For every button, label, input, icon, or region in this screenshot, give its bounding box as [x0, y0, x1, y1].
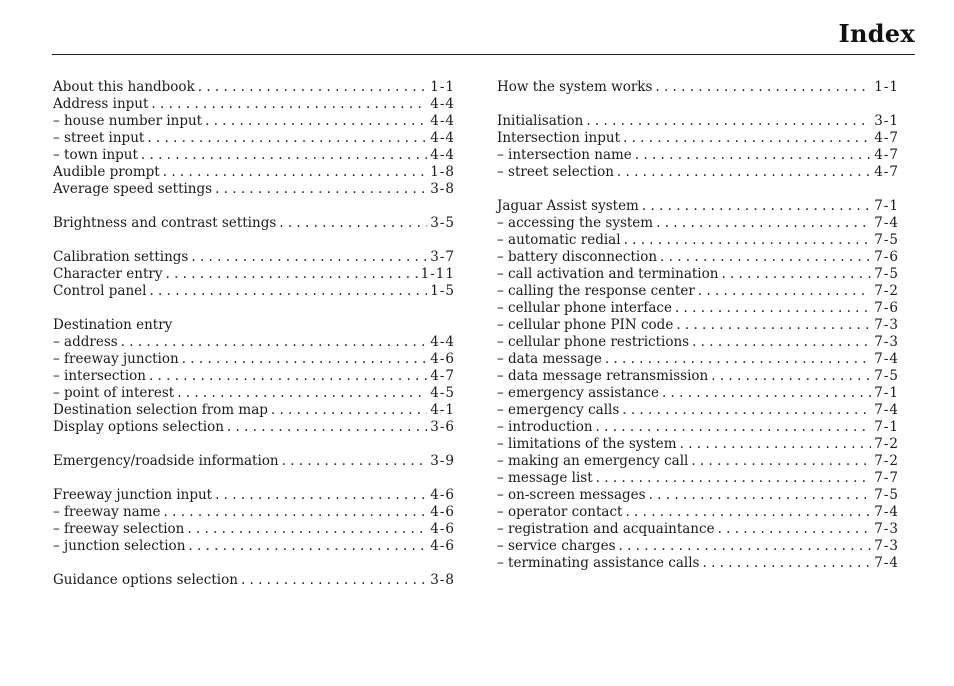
- dot-leader: [191, 249, 427, 266]
- index-entry-label: Control panel: [53, 283, 147, 299]
- dot-leader: [619, 538, 872, 555]
- index-entry-label: – house number input: [53, 113, 203, 129]
- index-entry-label: – message list: [497, 470, 593, 486]
- index-entry-page: 4-4: [430, 130, 455, 146]
- dot-leader: [649, 487, 872, 504]
- index-entry: [53, 147, 455, 164]
- index-entry-page: 4-6: [430, 351, 455, 367]
- index-entry-label: – intersection name: [497, 147, 632, 163]
- index-entry-page: 3-5: [430, 215, 455, 231]
- entry-spacer: [53, 300, 455, 317]
- index-entry: [497, 504, 899, 521]
- index-entry: [53, 402, 455, 419]
- index-entry-page: 7-2: [874, 436, 899, 452]
- dot-leader: [692, 334, 871, 351]
- index-entry: [497, 300, 899, 317]
- index-entry: [497, 113, 899, 130]
- index-entry-label: – emergency calls: [497, 402, 620, 418]
- index-entry-label: – introduction: [497, 419, 593, 435]
- page-title: Index: [838, 19, 915, 48]
- dot-leader: [622, 402, 871, 419]
- dot-leader: [586, 113, 871, 130]
- index-entry-label: Calibration settings: [53, 249, 189, 265]
- index-entry: [497, 334, 899, 351]
- index-entry-label: About this handbook: [53, 79, 195, 95]
- index-entry: [497, 232, 899, 249]
- index-entry: [497, 283, 899, 300]
- index-column-right: [497, 79, 899, 572]
- index-entry-page: 7-3: [874, 538, 899, 554]
- index-entry-label: – point of interest: [53, 385, 175, 401]
- index-entry: [53, 334, 455, 351]
- dot-leader: [279, 215, 427, 232]
- dot-leader: [147, 130, 427, 147]
- index-entry-page: 7-3: [874, 521, 899, 537]
- index-entry: [497, 385, 899, 402]
- index-entry-page: 4-6: [430, 504, 455, 520]
- dot-leader: [675, 300, 871, 317]
- index-entry-label: – cellular phone restrictions: [497, 334, 690, 350]
- index-entry-label: – freeway junction: [53, 351, 179, 367]
- index-entry-page: 7-2: [874, 283, 899, 299]
- dot-leader: [711, 368, 871, 385]
- index-entry: [53, 538, 455, 555]
- index-entry: [497, 538, 899, 555]
- index-entry-label: – limitations of the system: [497, 436, 677, 452]
- index-entry-page: 7-1: [874, 385, 899, 401]
- dot-leader: [177, 385, 427, 402]
- index-entry-label: Destination selection from map: [53, 402, 268, 418]
- dot-leader: [164, 504, 428, 521]
- dot-leader: [721, 266, 871, 283]
- index-entry-page: 4-7: [430, 368, 455, 384]
- index-entry-label: – call activation and termination: [497, 266, 719, 282]
- index-entry-page: 3-8: [430, 181, 455, 197]
- dot-leader: [642, 198, 871, 215]
- index-entry: [497, 79, 899, 96]
- index-entry-page: 3-6: [430, 419, 455, 435]
- index-entry: [497, 521, 899, 538]
- index-entry-page: 7-3: [874, 317, 899, 333]
- dot-leader: [187, 521, 427, 538]
- dot-leader: [718, 521, 872, 538]
- index-entry-label: Average speed settings: [53, 181, 213, 197]
- index-entry: [497, 198, 899, 215]
- index-entry: [497, 487, 899, 504]
- index-entry-label: – street selection: [497, 164, 614, 180]
- index-entry-label: Address input: [53, 96, 149, 112]
- index-entry-label: Freeway junction input: [53, 487, 213, 503]
- index-entry: [497, 249, 899, 266]
- index-entry-page: 3-1: [874, 113, 899, 129]
- index-entry: [497, 555, 899, 572]
- index-entry-page: 7-5: [874, 368, 899, 384]
- index-entry-label: – terminating assistance calls: [497, 555, 700, 571]
- index-entry-page: 4-4: [430, 113, 455, 129]
- index-entry-label: – data message retransmission: [497, 368, 709, 384]
- entry-spacer: [497, 96, 899, 113]
- index-entry: [497, 419, 899, 436]
- index-entry: [497, 351, 899, 368]
- index-entry-label: – freeway name: [53, 504, 161, 520]
- dot-leader: [623, 130, 871, 147]
- index-entry-label: – intersection: [53, 368, 146, 384]
- dot-leader: [149, 283, 427, 300]
- index-entry: [53, 453, 455, 470]
- index-entry-page: 7-5: [874, 487, 899, 503]
- index-entry: [497, 266, 899, 283]
- index-entry-label: – cellular phone PIN code: [497, 317, 674, 333]
- index-entry: [53, 487, 455, 504]
- index-entry-label: – service charges: [497, 538, 616, 554]
- index-entry-label: – emergency assistance: [497, 385, 659, 401]
- index-entry: [53, 215, 455, 232]
- index-entry-page: 7-6: [874, 300, 899, 316]
- index-entry: [497, 453, 899, 470]
- index-entry-label: – freeway selection: [53, 521, 185, 537]
- index-entry-page: 7-6: [874, 249, 899, 265]
- entry-spacer: [53, 555, 455, 572]
- index-entry-page: 4-7: [874, 164, 899, 180]
- dot-leader: [188, 538, 427, 555]
- dot-leader: [165, 266, 417, 283]
- index-entry-label: – data message: [497, 351, 602, 367]
- index-entry-page: 7-1: [874, 419, 899, 435]
- index-entry-page: 7-4: [874, 402, 899, 418]
- index-entry-label: Jaguar Assist system: [497, 198, 639, 214]
- index-entry-page: 7-3: [874, 334, 899, 350]
- index-entry-label: Brightness and contrast settings: [53, 215, 277, 231]
- index-entry: [53, 249, 455, 266]
- index-entry-page: 4-7: [874, 147, 899, 163]
- index-entry-page: 4-5: [430, 385, 455, 401]
- index-entry: [53, 96, 455, 113]
- index-entry-page: 7-2: [874, 453, 899, 469]
- index-entry-label: Emergency/roadside information: [53, 453, 279, 469]
- index-entry: [53, 130, 455, 147]
- index-entry-page: 1-1: [874, 79, 899, 95]
- dot-leader: [227, 419, 427, 436]
- dot-leader: [141, 147, 427, 164]
- index-entry-label: How the system works: [497, 79, 653, 95]
- index-entry-page: 1-5: [430, 283, 455, 299]
- index-entry-label: Display options selection: [53, 419, 224, 435]
- index-entry-page: 7-5: [874, 232, 899, 248]
- dot-leader: [656, 215, 871, 232]
- dot-leader: [121, 334, 428, 351]
- entry-spacer: [53, 198, 455, 215]
- index-entry-label: – on-screen messages: [497, 487, 646, 503]
- dot-leader: [691, 453, 871, 470]
- index-entry-page: 4-6: [430, 487, 455, 503]
- index-entry: [53, 385, 455, 402]
- index-entry-label: – automatic redial: [497, 232, 621, 248]
- index-entry-label: Character entry: [53, 266, 163, 282]
- index-entry: [497, 368, 899, 385]
- index-entry: [497, 147, 899, 164]
- index-entry-page: 4-6: [430, 521, 455, 537]
- index-entry: [53, 419, 455, 436]
- index-entry-label: – street input: [53, 130, 145, 146]
- dot-leader: [617, 164, 871, 181]
- index-entry-page: 1-11: [420, 266, 455, 282]
- entry-spacer: [53, 232, 455, 249]
- index-entry-page: 1-8: [430, 164, 455, 180]
- index-entry-page: 7-4: [874, 504, 899, 520]
- index-column-left: [53, 79, 455, 589]
- dot-leader: [680, 436, 872, 453]
- dot-leader: [662, 385, 871, 402]
- dot-leader: [241, 572, 427, 589]
- index-entry-page: 4-6: [430, 538, 455, 554]
- dot-leader: [163, 164, 428, 181]
- index-entry: [497, 470, 899, 487]
- index-entry-page: 3-9: [430, 453, 455, 469]
- index-entry: [497, 402, 899, 419]
- index-entry-page: 4-4: [430, 147, 455, 163]
- dot-leader: [151, 96, 427, 113]
- index-entry-label: – making an emergency call: [497, 453, 689, 469]
- index-entry: [53, 368, 455, 385]
- index-entry-label: Guidance options selection: [53, 572, 238, 588]
- dot-leader: [149, 368, 427, 385]
- index-entry: [497, 130, 899, 147]
- entry-spacer: [53, 436, 455, 453]
- dot-leader: [655, 79, 871, 96]
- index-entry-label: Destination entry: [53, 317, 173, 333]
- dot-leader: [635, 147, 871, 164]
- index-entry-page: 4-4: [430, 334, 455, 350]
- index-entry-page: 4-1: [430, 402, 455, 418]
- dot-leader: [660, 249, 871, 266]
- index-entry-label: – address: [53, 334, 118, 350]
- index-entry-label: – cellular phone interface: [497, 300, 672, 316]
- index-entry-page: 7-4: [874, 555, 899, 571]
- index-entry-page: 7-4: [874, 351, 899, 367]
- index-entry-page: 3-7: [430, 249, 455, 265]
- dot-leader: [625, 504, 871, 521]
- index-entry: [53, 266, 455, 283]
- dot-leader: [198, 79, 428, 96]
- index-entry-page: 7-7: [874, 470, 899, 486]
- index-entry: [53, 113, 455, 130]
- index-entry-page: 3-8: [430, 572, 455, 588]
- index-entry: [53, 504, 455, 521]
- index-entry: [53, 351, 455, 368]
- dot-leader: [596, 470, 872, 487]
- dot-leader: [698, 283, 871, 300]
- dot-leader: [182, 351, 428, 368]
- index-entry-page: 1-1: [430, 79, 455, 95]
- dot-leader: [702, 555, 871, 572]
- dot-leader: [605, 351, 871, 368]
- index-entry: [53, 317, 455, 334]
- index-entry-label: Initialisation: [497, 113, 584, 129]
- index-entry: [53, 572, 455, 589]
- index-entry-page: 7-5: [874, 266, 899, 282]
- index-entry-label: – junction selection: [53, 538, 186, 554]
- index-entry: [497, 215, 899, 232]
- page-header: [52, 0, 915, 55]
- dot-leader: [215, 181, 427, 198]
- dot-leader: [271, 402, 427, 419]
- index-entry-label: Audible prompt: [53, 164, 160, 180]
- dot-leader: [624, 232, 872, 249]
- index-entry: [497, 164, 899, 181]
- dot-leader: [282, 453, 428, 470]
- index-entry: [53, 164, 455, 181]
- index-entry-label: Intersection input: [497, 130, 621, 146]
- dot-leader: [205, 113, 427, 130]
- index-entry-label: – battery disconnection: [497, 249, 658, 265]
- dot-leader: [596, 419, 872, 436]
- index-entry-label: – registration and acquaintance: [497, 521, 715, 537]
- dot-leader: [676, 317, 871, 334]
- dot-leader: [215, 487, 427, 504]
- entry-spacer: [497, 181, 899, 198]
- index-entry-label: – calling the response center: [497, 283, 695, 299]
- index-entry-page: 7-1: [874, 198, 899, 214]
- index-entry-page: 4-7: [874, 130, 899, 146]
- index-entry: [53, 283, 455, 300]
- index-entry-label: – town input: [53, 147, 138, 163]
- index-entry: [53, 521, 455, 538]
- index-entry: [53, 181, 455, 198]
- index-entry-page: 7-4: [874, 215, 899, 231]
- entry-spacer: [53, 470, 455, 487]
- index-entry: [53, 79, 455, 96]
- index-entry: [497, 317, 899, 334]
- index-entry-label: – accessing the system: [497, 215, 654, 231]
- index-entry-page: 4-4: [430, 96, 455, 112]
- index-entry-label: – operator contact: [497, 504, 623, 520]
- index-entry: [497, 436, 899, 453]
